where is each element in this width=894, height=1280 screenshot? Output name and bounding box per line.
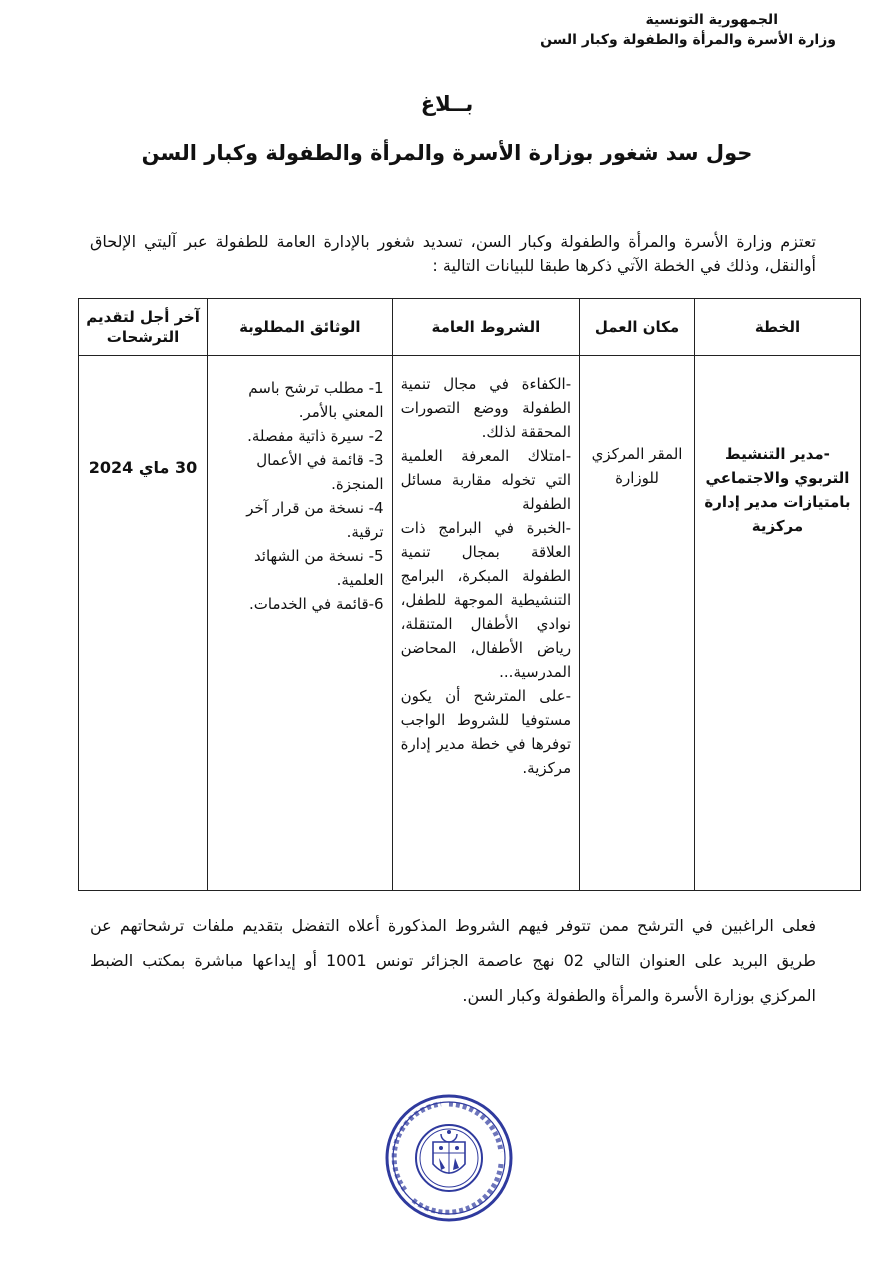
positions-table [78,298,861,891]
document-item: 1- مطلب ترشح باسم المعني بالأمر. [248,379,384,421]
cell-conditions [392,356,580,891]
condition-item: -على المترشح أن يكون مستوفيا للشروط الواجب توفرها في خطة مدير إدارة مركزية. [400,687,572,777]
ministry-seal-icon [383,1092,515,1224]
document-item: 4- نسخة من قرار آخر ترقية. [246,499,384,541]
condition-item: -امتلاك المعرفة العلمية التي تخوله مقاربة مسائل الطفولة [400,447,572,513]
intro-paragraph: تعتزم وزارة الأسرة والمرأة والطفولة وكبار السن، تسديد شغور بالإدارة العامة للطفولة عبر آليتي الإلحاق أوالنقل، وذلك في الخطة الآتي ذكرها طبقا للبيانات التالية : [90,232,816,275]
table-header-row [79,299,861,356]
condition-item: -الكفاءة في مجال تنمية الطفولة ووضع التصورات المحققة لذلك. [400,375,572,441]
document-item: 6-قائمة في الخدمات. [249,595,384,613]
notice-subtitle: حول سد شغور بوزارة الأسرة والمرأة والطفولة وكبار السن [141,141,753,165]
header-conditions: الشروط العامة [392,299,580,356]
closing-paragraph: فعلى الراغبين في الترشح ممن تتوفر فيهم الشروط المذكورة أعلاه التفضل بتقديم ملفات ترشحاتهم عن طريق البريد على العنوان التالي 02 نهج عاصمة الجزائر تونس 1001 أو إيداعها مباشرة بمكتب الضبط المركزي بوزارة الأسرة والمرأة والطفولة وكبار السن. [90,916,816,1005]
document-item: 3- قائمة في الأعمال المنجزة. [256,451,384,493]
header-plan: الخطة [694,299,860,356]
header-place: مكان العمل [580,299,695,356]
notice-title: بــلاغ [420,92,474,116]
header-deadline: آخر أجل لتقديم الترشحات [79,299,208,356]
document-item: 5- نسخة من الشهائد العلمية. [253,547,384,589]
letterhead-ministry: وزارة الأسرة والمرأة والطفولة وكبار السن [540,32,836,48]
place-text: المقر المركزي للوزارة [591,445,683,487]
header-documents: الوثائق المطلوبة [208,299,393,356]
cell-deadline [79,356,208,891]
cell-documents [208,356,393,891]
plan-text: -مدير التنشيط التربوي والاجتماعي بامتيازات مدير إدارة مركزية [704,445,851,535]
table-row [79,356,861,891]
letterhead-country: الجمهورية التونسية [645,12,778,28]
document-item: 2- سيرة ذاتية مفصلة. [247,427,384,445]
condition-item: -الخبرة في البرامج ذات العلاقة بمجال تنمية الطفولة المبكرة، البرامج التنشيطية الموجهة للطفل، نوادي الأطفال المتنقلة، رياض الأطفال، المحاضن المدرسية... [400,519,572,681]
cell-place [580,356,695,891]
letterhead [536,10,836,50]
cell-plan [694,356,860,891]
deadline-text: 30 ماي 2024 [88,458,198,477]
